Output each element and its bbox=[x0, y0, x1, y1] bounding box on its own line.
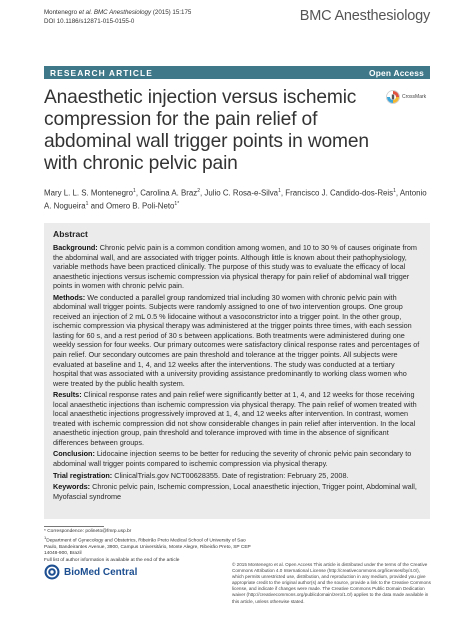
affiliation-marker: 1 bbox=[133, 188, 136, 194]
citation-authors: Montenegro bbox=[44, 9, 79, 16]
abstract-background bbox=[53, 243, 421, 291]
license-text: © 2015 Montenegro et al. Open Access This article is distributed under the terms of the Creative Commons Attribution 4.0 International License (http://creativecommons.org/licenses/by/4.0/), which permits unrestricted use, distribution, and reproduction in any medium, provided you give appropriate credit to the original author(s) and the source, provide a link to the Creative Commons license, and indicate if changes were made. The Creative Commons Public Domain Dedication waiver (http://creativecommons.org/publicdomain/zero/1.0/) applies to the data made available in this article, unless otherwise stated. bbox=[232, 562, 431, 604]
citation-journal: et al. BMC Anesthesiology bbox=[78, 9, 152, 16]
author-name[interactable]: , Julio C. Rosa-e-Silva bbox=[200, 188, 279, 198]
section-label: Background: bbox=[53, 243, 98, 252]
citation-volume: (2015) 15:175 bbox=[151, 9, 192, 16]
biomed-central-logo-icon bbox=[44, 564, 60, 580]
citation bbox=[44, 9, 191, 18]
affiliation-marker: 2 bbox=[197, 188, 201, 194]
affiliation-marker: 1 bbox=[278, 188, 281, 194]
section-label: Trial registration: bbox=[53, 470, 113, 480]
affiliation-marker: 1 bbox=[44, 535, 47, 541]
correspondence[interactable]: * Correspondence: polineto@fmrp.usp.br bbox=[44, 529, 132, 534]
footnotes bbox=[44, 526, 254, 564]
crossmark-icon bbox=[386, 90, 400, 104]
abstract-conclusion bbox=[53, 449, 421, 468]
abstract-results bbox=[53, 390, 421, 447]
section-text: Chronic pelvic pain is a common condition among women, and 10 to 30 % of causes originate from the abdominal wall, and are associated with trigger points. Although little is known about their pathophysiology, variable methods have been practiced clinically. The purpose of this study was to evaluate the efficacy of local anaesthetic injections versus ischemic compression via physical therapy for pain relief of abdominal wall trigger points in women with chronic pelvic pain. bbox=[53, 243, 417, 291]
affiliation bbox=[44, 535, 254, 557]
journal-name: BMC Anesthesiology bbox=[299, 8, 430, 24]
abstract-heading: Abstract bbox=[53, 229, 88, 239]
crossmark-label: CrossMark bbox=[402, 94, 427, 100]
publisher-name bbox=[64, 567, 137, 578]
author-list bbox=[44, 186, 432, 212]
publisher-name-part1: BioMed bbox=[64, 566, 101, 578]
publisher-name-part2: Central bbox=[100, 566, 138, 578]
footnote-rule bbox=[44, 526, 104, 527]
section-text: We conducted a parallel group randomized trial including 30 women with chronic pelvic pain with abdominal wall trigger points. Subjects were randomly assigned to one of two intervention groups. One group received an injection of 2 mL 0.5 % lidocaine without a vasoconstrictor into a trigger point. In the other group, ischemic compression via physical therapy was administered at the trigger points three times, with each session lasting for 60 s, and a rest period of 30 s between applications. Both treatments were administered during one weekly session for four weeks. Our primary outcomes were satisfactory clinical response rates and percentages of pain relief. Our secondary outcomes are pain threshold and tolerance at the trigger points. All subjects were evaluated at baseline and 1, 4, and 12 weeks after the interventions. The study was conducted at a tertiary hospital that was associated with a university providing assistance predominantly to working class women who were treated by the public health system. bbox=[53, 292, 420, 388]
section-label: Results: bbox=[53, 390, 82, 400]
section-text: Clinical response rates and pain relief were significantly better at 1, 4, and 12 weeks for those receiving local anaesthetic injections than ischemic compression via physical therapy. The pain relief of women treated with local anaesthetic injections progressively improved at 1, 4, and 12 weeks after intervention. In contrast, women treated with ischemic compression did not show considerable changes in pain relief after intervention. In the local anaesthetic injection group, pain threshold and tolerance improved with time in the absence of significant differences between groups. bbox=[53, 390, 417, 447]
open-access-label: Open Access bbox=[369, 67, 424, 78]
author-name[interactable]: , Francisco J. Candido-dos-Reis bbox=[280, 188, 394, 198]
section-label: Keywords: bbox=[53, 482, 91, 492]
author-name[interactable]: , Antonio A. Nogueira bbox=[44, 188, 427, 211]
author-name[interactable]: , Carolina A. Braz bbox=[135, 188, 198, 198]
author-name[interactable]: and Omero B. Poli-Neto bbox=[88, 201, 175, 211]
affiliation-marker: 1 bbox=[85, 201, 89, 208]
section-text: ClinicalTrials.gov NCT00628355. Date of registration: February 25, 2008. bbox=[112, 470, 349, 480]
abstract-box bbox=[44, 223, 430, 519]
publisher-logo[interactable] bbox=[44, 564, 137, 580]
abstract-methods bbox=[53, 293, 421, 388]
article-title: Anaesthetic injection versus ischemic compression for the pain relief of abdominal wall trigger points in women with chronic pelvic pain bbox=[44, 87, 369, 174]
running-header bbox=[44, 9, 191, 26]
article-type-banner bbox=[44, 66, 430, 79]
author-name[interactable]: Mary L. L. S. Montenegro bbox=[44, 188, 134, 198]
crossmark-badge[interactable] bbox=[386, 88, 432, 106]
section-text: Lidocaine injection seems to be better for reducing the severity of chronic pelvic pain secondary to abdominal wall trigger points compared to ischemic compression via physical therapy. bbox=[53, 449, 412, 469]
section-label: Methods: bbox=[53, 292, 86, 302]
article-type-label: RESEARCH ARTICLE bbox=[50, 67, 153, 78]
section-text: Chronic pelvic pain, Ischemic compression, Local anaesthetic injection, Trigger point, Abdominal wall, Myofascial syndrome bbox=[53, 482, 417, 501]
abstract-trial-registration bbox=[53, 471, 421, 481]
abstract-keywords bbox=[53, 482, 421, 501]
doi[interactable]: DOI 10.1186/s12871-015-0155-0 bbox=[44, 17, 135, 25]
affiliation-marker: 1* bbox=[174, 201, 180, 208]
full-list-note: Full list of author information is available at the end of the article bbox=[44, 557, 180, 563]
affiliation-marker: 1 bbox=[393, 188, 396, 194]
section-label: Conclusion: bbox=[53, 449, 95, 459]
affiliation-text: Department of Gynecology and Obstetrics, Ribeirão Preto Medical School of University of Sao Paulo, Bandeirantes Avenue, 3900, Campus Universitário, Monte Alegre, Ribeirão Preto, SP CEP 14048-900, Brazil bbox=[44, 538, 251, 557]
